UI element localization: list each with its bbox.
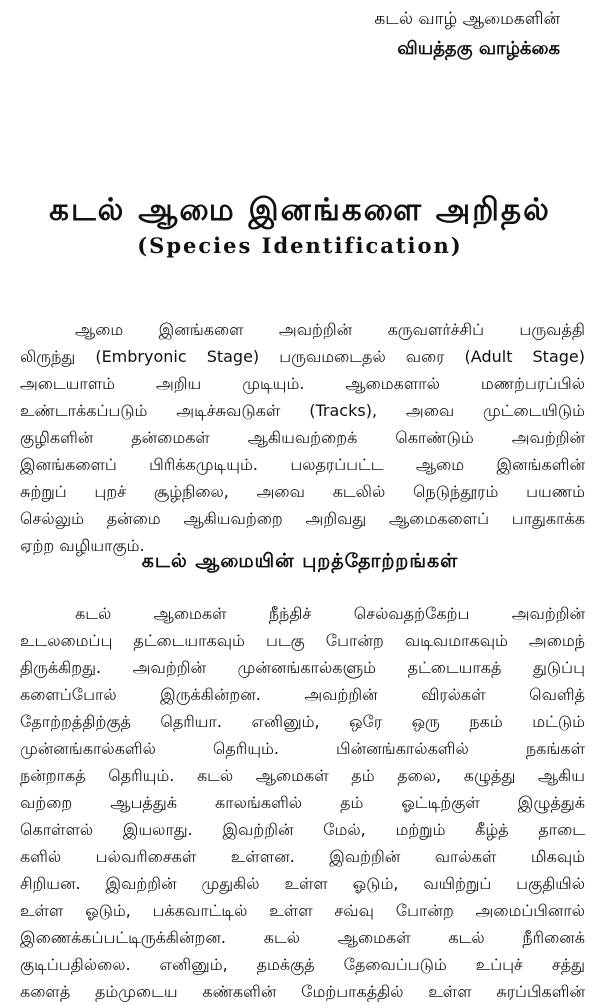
paragraph-line: களைப்போல் இருக்கின்றன. அவற்றின் விரல்கள் வெளித் bbox=[20, 685, 585, 704]
book-title-line-2: வியத்தகு வாழ்க்கை bbox=[397, 38, 560, 59]
paragraph-line: நன்றாகத் தெரியும். கடல் ஆமைகள் தம் தலை, கழுத்து ஆகிய bbox=[20, 766, 585, 785]
intro-paragraph bbox=[20, 316, 585, 559]
paragraph-line: குழிகளின் தன்மைகள் ஆகியவற்றைக் கொண்டும் அவற்றின் bbox=[20, 428, 585, 447]
paragraph-line: இணைக்கப்பட்டிருக்கின்றன. கடல் ஆமைகள் கடல் நீரினைக் bbox=[20, 928, 585, 947]
paragraph-line: திருக்கிறது. அவற்றின் முன்னங்கால்களும் தட்டையாகத் துடுப்பு bbox=[20, 658, 585, 677]
paragraph-line: அடையாளம் அறிய முடியும். ஆமைகளால் மணற்பரப்பில் bbox=[20, 374, 585, 393]
paragraph-line: இனங்களைப் பிரிக்கமுடியும். பலதரப்பட்ட ஆமை இனங்களின் bbox=[20, 455, 585, 474]
paragraph-line: களில் பல்வரிசைகள் உள்ளன. இவற்றின் வால்கள் மிகவும் bbox=[20, 847, 585, 866]
paragraph-line: ஏற்ற வழியாகும். bbox=[20, 536, 145, 555]
paragraph-line: தோற்றத்திற்குத் தெரியா. எனினும், ஒரே ஒரு நகம் மட்டும் bbox=[20, 712, 585, 731]
paragraph-line: செல்லும் தன்மை ஆகியவற்றை அறிவது ஆமைகளைப் பாதுகாக்க bbox=[20, 509, 585, 528]
paragraph-line: உள்ள ஓடும், பக்கவாட்டில் உள்ள சவ்வு போன்ற அமைப்பினால் bbox=[20, 901, 585, 920]
paragraph-line: கடல் ஆமைகள் நீந்திச் செல்வதற்கேற்ப அவற்றின் bbox=[75, 604, 585, 623]
paragraph-line: முன்னங்கால்களில் தெரியும். பின்னங்கால்களில் நகங்கள் bbox=[20, 739, 585, 758]
paragraph-line: ஆமை இனங்களை அவற்றின் கருவளர்ச்சிப் பருவத்தி bbox=[75, 320, 585, 339]
running-header bbox=[374, 4, 560, 64]
body-paragraph bbox=[20, 600, 585, 1005]
paragraph-line: லிருந்து (Embryonic Stage) பருவமடைதல் வரை (Adult Stage) bbox=[20, 347, 585, 366]
chapter-title: கடல் ஆமை இனங்களை அறிதல் bbox=[49, 192, 551, 228]
book-title-line-1: கடல் வாழ் ஆமைகளின் bbox=[374, 9, 560, 29]
paragraph-line: உண்டாக்கப்படும் அடிச்சுவடுகள் (Tracks), அவை முட்டையிடும் bbox=[20, 401, 585, 420]
paragraph-line: வற்றை ஆபத்துக் காலங்களில் தம் ஓட்டிற்குள் இழுத்துக் bbox=[20, 793, 585, 812]
paragraph-line: சுற்றுப் புறச் சூழ்நிலை, அவை கடலில் நெடுந்தூரம் பயணம் bbox=[20, 482, 585, 501]
paragraph-line: களைத் தம்முடைய கண்களின் மேற்பாகத்தில் உள்ள சுரப்பிகளின் bbox=[20, 982, 585, 1001]
paragraph-line: கொள்ளல் இயலாது. இவற்றின் மேல், மற்றும் கீழ்த் தாடை bbox=[20, 820, 585, 839]
section-heading: கடல் ஆமையின் புறத்தோற்றங்கள் bbox=[141, 550, 459, 572]
paragraph-line: சிறியன. இவற்றின் முதுகில் உள்ள ஓடும், வயிற்றுப் பகுதியில் bbox=[20, 874, 585, 893]
paragraph-line: குடிப்பதில்லை. எனினும், தமக்குத் தேவைப்படும் உப்புச் சத்து bbox=[20, 955, 585, 974]
chapter-subtitle: (Species Identification) bbox=[137, 233, 463, 258]
paragraph-line: உடலமைப்பு தட்டையாகவும் படகு போன்ற வடிவமாகவும் அமைந் bbox=[20, 631, 585, 650]
